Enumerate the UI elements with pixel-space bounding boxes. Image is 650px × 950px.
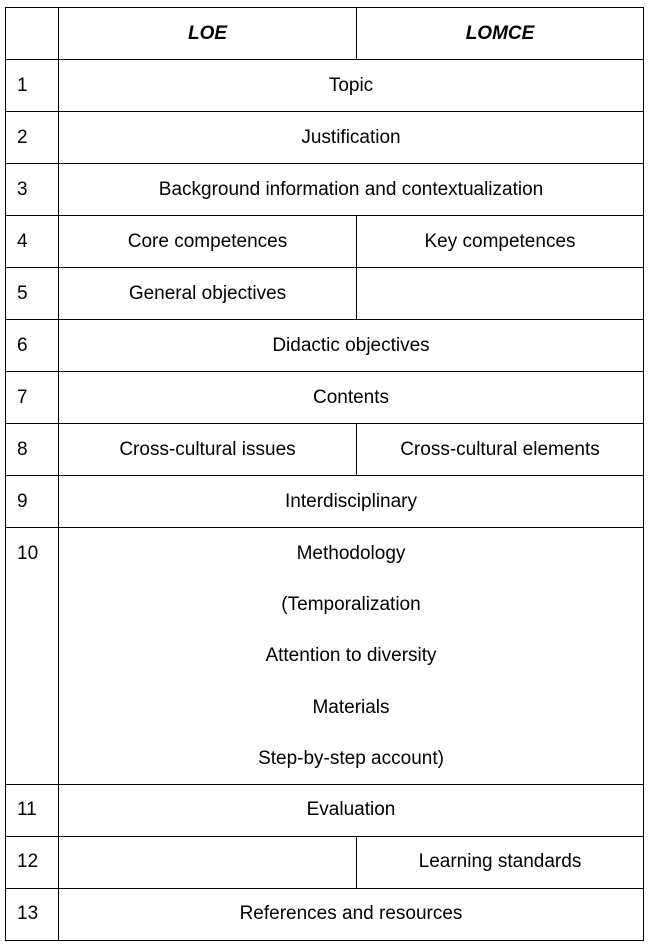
row-number: 7 (6, 372, 59, 424)
table-row (6, 424, 644, 476)
row-number: 11 (6, 784, 59, 836)
header-lomce: LOMCE (357, 8, 644, 60)
methodology-line: Materials (312, 696, 390, 718)
table-row (6, 476, 644, 528)
row-number: 10 (6, 528, 59, 785)
row-item: Justification (59, 112, 644, 164)
row-item-loe: Cross-cultural issues (59, 424, 357, 476)
row-item: Didactic objectives (59, 320, 644, 372)
table-row (6, 784, 644, 836)
row-item-loe: General objectives (59, 268, 357, 320)
methodology-cell (59, 528, 644, 785)
table-row (6, 60, 644, 112)
header-blank-cell (6, 8, 59, 60)
table-row (6, 216, 644, 268)
row-number: 8 (6, 424, 59, 476)
table-row (6, 320, 644, 372)
row-item: Interdisciplinary (59, 476, 644, 528)
methodology-line: (Temporalization (281, 594, 421, 616)
row-item: References and resources (59, 888, 644, 940)
table-row (6, 372, 644, 424)
table-row (6, 112, 644, 164)
row-item-loe: Core competences (59, 216, 357, 268)
row-number: 9 (6, 476, 59, 528)
row-item: Background information and contextualization (59, 164, 644, 216)
methodology-line: Step-by-step account) (258, 747, 444, 769)
row-item-lomce: Cross-cultural elements (357, 424, 644, 476)
table-row (6, 164, 644, 216)
row-item-lomce: Learning standards (357, 836, 644, 888)
row-item: Evaluation (59, 784, 644, 836)
table-row (6, 528, 644, 785)
header-loe: LOE (59, 8, 357, 60)
row-number: 13 (6, 888, 59, 940)
row-item-lomce: Key competences (357, 216, 644, 268)
row-number: 2 (6, 112, 59, 164)
row-number: 6 (6, 320, 59, 372)
table-row (6, 888, 644, 940)
row-number: 12 (6, 836, 59, 888)
methodology-line: Attention to diversity (265, 645, 437, 667)
table-row (6, 268, 644, 320)
row-item: Topic (59, 60, 644, 112)
table-row (6, 836, 644, 888)
row-number: 1 (6, 60, 59, 112)
loe-lomce-comparison-table (5, 7, 644, 941)
table-header-row (6, 8, 644, 60)
row-item-lomce (357, 268, 644, 320)
row-number: 4 (6, 216, 59, 268)
row-number: 5 (6, 268, 59, 320)
methodology-line: Methodology (296, 543, 406, 564)
row-item-loe (59, 836, 357, 888)
row-item: Contents (59, 372, 644, 424)
row-number: 3 (6, 164, 59, 216)
